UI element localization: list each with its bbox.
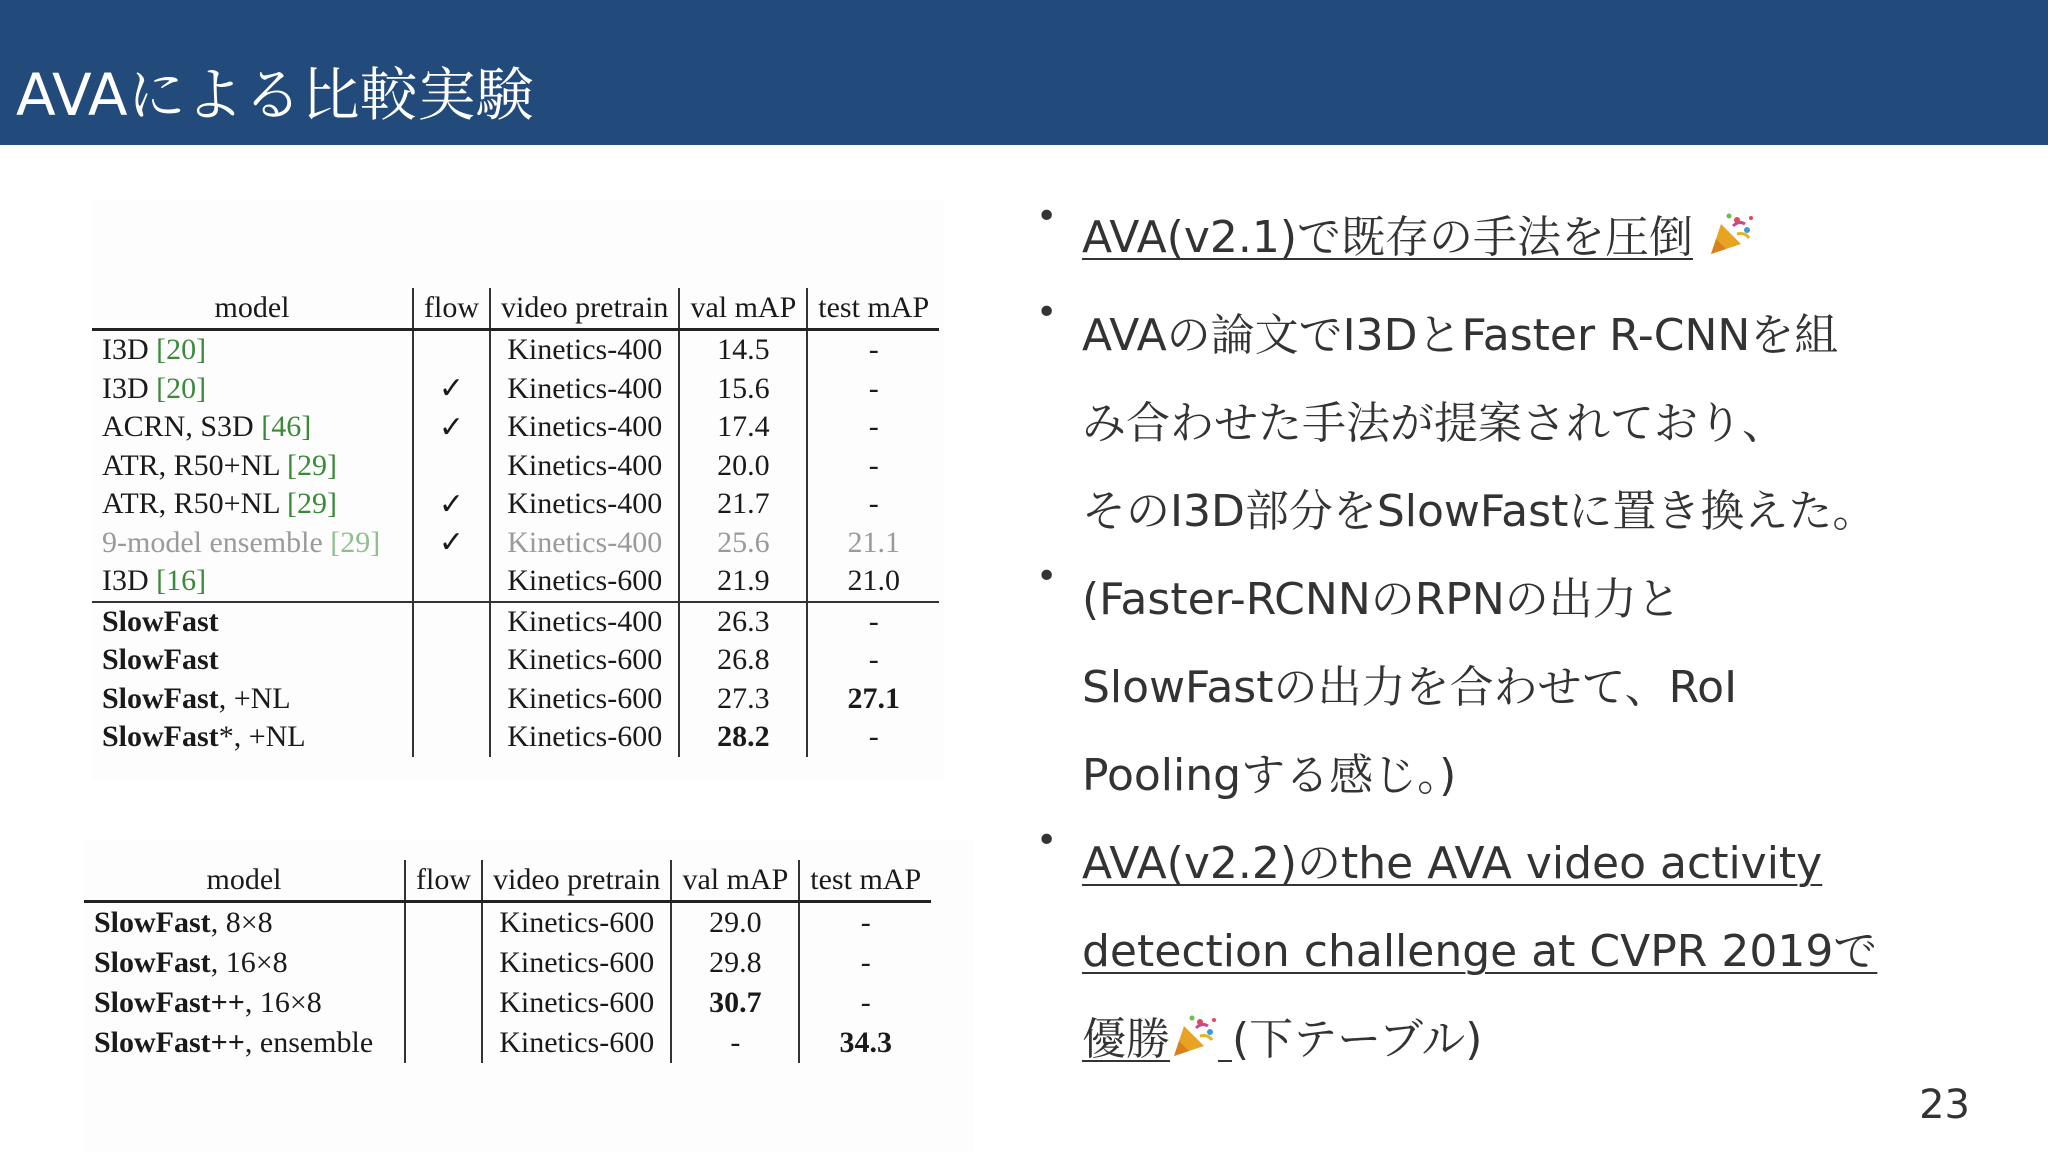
page-number: 23 <box>1919 1082 1970 1128</box>
bullet-dot: • <box>1036 556 1058 597</box>
cell-model-suffix: *, +NL <box>218 720 306 754</box>
header-flow: flow <box>405 860 482 902</box>
header-pretrain: video pretrain <box>482 860 671 902</box>
cell-flow <box>413 447 490 486</box>
table-row <box>92 641 939 680</box>
bullet-text-win: 優勝 <box>1082 1014 1170 1065</box>
cell-model: ATR, R50+NL <box>102 487 287 521</box>
header-test: test mAP <box>807 288 939 330</box>
cell-test: - <box>807 485 939 524</box>
slide-title: AVAによる比較実験 <box>16 61 534 129</box>
cell-flow <box>405 983 482 1023</box>
cell-pretrain: Kinetics-400 <box>490 330 679 370</box>
bullet-line: そのI3D部分をSlowFastに置き換えた。 <box>1082 486 1877 537</box>
bullet-line: Poolingする感じ。) <box>1082 750 1457 801</box>
bullet-line: (Faster-RCNNのRPNの出力と <box>1082 574 1681 625</box>
cell-flow <box>405 1023 482 1063</box>
cell-test: - <box>807 641 939 680</box>
table-header-row <box>92 288 939 330</box>
table-row <box>92 602 939 642</box>
cell-pretrain: Kinetics-600 <box>490 562 679 602</box>
cell-val: - <box>671 1023 799 1063</box>
cell-val: 21.7 <box>679 485 807 524</box>
bullet-item <box>1036 820 2026 1084</box>
cell-val: 21.9 <box>679 562 807 602</box>
cell-flow: ✓ <box>413 408 490 447</box>
party-popper-icon <box>1707 200 1755 244</box>
cell-pretrain: Kinetics-400 <box>490 602 679 642</box>
cell-flow: ✓ <box>413 485 490 524</box>
cell-test: 27.1 <box>807 680 939 719</box>
header-test: test mAP <box>799 860 931 902</box>
cell-test: - <box>799 983 931 1023</box>
bullet-item <box>1036 292 2026 556</box>
table-row <box>84 943 931 983</box>
cell-flow <box>413 641 490 680</box>
bullet-line: み合わせた手法が提案されており、 <box>1082 398 1786 449</box>
bullet-text-link[interactable]: AVA(v2.1)で既存の手法を圧倒 <box>1082 212 1694 263</box>
bullet-item <box>1036 196 2026 292</box>
header-flow: flow <box>413 288 490 330</box>
cell-pretrain: Kinetics-600 <box>490 718 679 757</box>
bullet-dot: • <box>1036 292 1058 333</box>
cell-pretrain: Kinetics-600 <box>482 943 671 983</box>
cell-val: 28.2 <box>679 718 807 757</box>
cell-test: - <box>807 718 939 757</box>
table-row <box>84 1023 931 1063</box>
cell-model-bold: SlowFast <box>94 946 211 979</box>
results-table-ava-v22 <box>84 840 974 1152</box>
cell-model: 9-model ensemble <box>102 525 331 559</box>
cell-flow: ✓ <box>413 524 490 563</box>
cell-model: I3D <box>102 564 157 598</box>
bullet-line <box>1082 820 2026 908</box>
party-popper-icon <box>1170 1000 1218 1044</box>
table-row <box>92 718 939 757</box>
cell-test: - <box>807 330 939 370</box>
cell-model: ACRN, S3D <box>102 410 262 444</box>
table-row <box>84 983 931 1023</box>
cell-test: - <box>807 370 939 409</box>
citation: [20] <box>156 333 207 367</box>
header-model: model <box>84 860 405 902</box>
table-ava-v22 <box>84 860 931 1063</box>
bullet-line: AVAの論文でI3DとFaster R-CNNを組 <box>1082 310 1839 361</box>
bullet-text-rest: (下テーブル) <box>1232 1014 1483 1065</box>
cell-val: 17.4 <box>679 408 807 447</box>
cell-val: 29.8 <box>671 943 799 983</box>
table-row <box>92 330 939 370</box>
cell-flow <box>413 602 490 642</box>
header-model: model <box>92 288 413 330</box>
bullet-line: SlowFastの出力を合わせて、RoI <box>1082 662 1738 713</box>
cell-test: - <box>807 447 939 486</box>
cell-flow: ✓ <box>413 370 490 409</box>
citation: [29] <box>330 525 381 559</box>
citation: [16] <box>156 564 207 598</box>
citation: [29] <box>286 487 337 521</box>
cell-pretrain: Kinetics-600 <box>482 902 671 944</box>
bullet-item <box>1036 556 2026 820</box>
cell-test: 21.0 <box>807 562 939 602</box>
header-pretrain: video pretrain <box>490 288 679 330</box>
table-row <box>92 408 939 447</box>
bullet-text-link[interactable] <box>1082 1014 1232 1065</box>
cell-model-bold: SlowFast <box>102 643 219 677</box>
cell-pretrain: Kinetics-400 <box>490 447 679 486</box>
cell-test: 34.3 <box>799 1023 931 1063</box>
cell-flow <box>405 902 482 944</box>
cell-model-suffix: , 16×8 <box>210 946 288 979</box>
bullet-line <box>1082 196 2026 292</box>
bullet-line <box>1082 908 2026 996</box>
cell-flow <box>413 680 490 719</box>
header-val: val mAP <box>679 288 807 330</box>
bullet-dot: • <box>1036 196 1058 237</box>
cell-pretrain: Kinetics-400 <box>490 408 679 447</box>
bullet-list <box>1036 196 2026 1084</box>
cell-pretrain: Kinetics-400 <box>490 485 679 524</box>
cell-flow <box>413 330 490 370</box>
cell-pretrain: Kinetics-600 <box>482 1023 671 1063</box>
cell-model-bold: SlowFast <box>102 604 219 638</box>
bullet-line <box>1082 996 2026 1084</box>
cell-val: 27.3 <box>679 680 807 719</box>
table-row <box>92 447 939 486</box>
table-row <box>92 524 939 563</box>
cell-val: 15.6 <box>679 370 807 409</box>
cell-flow <box>413 562 490 602</box>
citation: [29] <box>286 448 337 482</box>
results-table-ava-v21 <box>92 200 944 780</box>
cell-val: 25.6 <box>679 524 807 563</box>
cell-pretrain: Kinetics-400 <box>490 524 679 563</box>
bullet-text-link[interactable]: detection challenge at CVPR 2019で <box>1082 926 1878 977</box>
cell-pretrain: Kinetics-600 <box>490 680 679 719</box>
cell-flow <box>413 718 490 757</box>
cell-model-suffix: , 8×8 <box>210 906 273 939</box>
cell-test: - <box>799 943 931 983</box>
table-row <box>92 485 939 524</box>
cell-test: - <box>807 408 939 447</box>
citation: [20] <box>156 371 207 405</box>
cell-model: I3D <box>102 333 157 367</box>
citation: [46] <box>261 410 312 444</box>
table-row <box>84 902 931 944</box>
cell-model-bold: SlowFast <box>102 720 219 754</box>
cell-test: 21.1 <box>807 524 939 563</box>
table-ava-v21 <box>92 288 939 757</box>
cell-pretrain: Kinetics-600 <box>490 641 679 680</box>
bullet-text-link[interactable]: AVA(v2.2)のthe AVA video activity <box>1082 838 1823 889</box>
cell-model-suffix: , 16×8 <box>244 986 322 1019</box>
table-row <box>92 370 939 409</box>
cell-model: I3D <box>102 371 157 405</box>
bullet-dot: • <box>1036 820 1058 861</box>
cell-test: - <box>807 602 939 642</box>
cell-model-bold: SlowFast <box>94 906 211 939</box>
cell-pretrain: Kinetics-400 <box>490 370 679 409</box>
cell-model-bold: SlowFast <box>102 681 219 715</box>
header-val: val mAP <box>671 860 799 902</box>
cell-val: 30.7 <box>671 983 799 1023</box>
table-header-row <box>84 860 931 902</box>
cell-flow <box>405 943 482 983</box>
cell-val: 14.5 <box>679 330 807 370</box>
cell-val: 29.0 <box>671 902 799 944</box>
cell-model-suffix: , +NL <box>218 681 291 715</box>
cell-model: ATR, R50+NL <box>102 448 287 482</box>
cell-model-bold: SlowFast++ <box>94 1026 245 1059</box>
cell-val: 20.0 <box>679 447 807 486</box>
cell-pretrain: Kinetics-600 <box>482 983 671 1023</box>
table-row <box>92 562 939 602</box>
cell-val: 26.8 <box>679 641 807 680</box>
cell-model-suffix: , ensemble <box>244 1026 374 1059</box>
cell-model-bold: SlowFast++ <box>94 986 245 1019</box>
slide-header <box>0 0 2048 145</box>
table-row <box>92 680 939 719</box>
cell-val: 26.3 <box>679 602 807 642</box>
cell-test: - <box>799 902 931 944</box>
